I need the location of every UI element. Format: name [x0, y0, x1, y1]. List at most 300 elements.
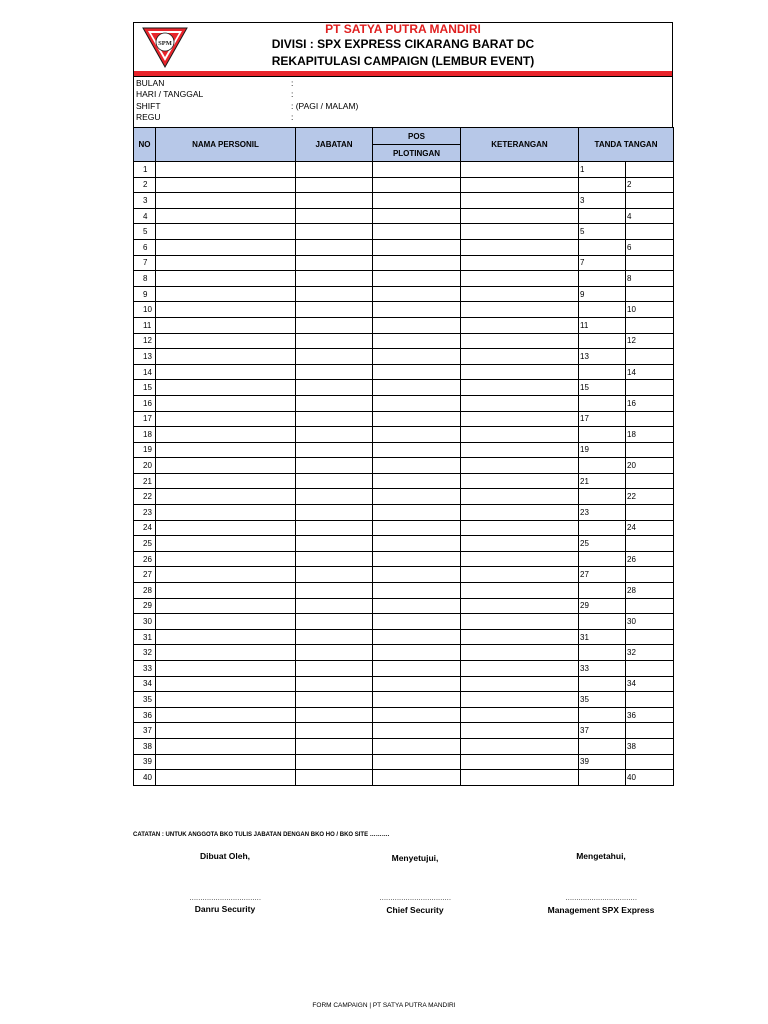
keterangan-cell[interactable]	[461, 505, 579, 521]
pos-cell[interactable]	[373, 286, 461, 302]
keterangan-cell[interactable]	[461, 224, 579, 240]
signature-cell-odd[interactable]: 35	[579, 692, 626, 708]
keterangan-cell[interactable]	[461, 551, 579, 567]
pos-cell[interactable]	[373, 442, 461, 458]
table-row	[134, 286, 674, 302]
hari-field[interactable]: :	[291, 89, 294, 99]
signature-cell-even[interactable]: 36	[626, 707, 674, 723]
jabatan-cell[interactable]	[296, 271, 373, 287]
pos-cell[interactable]	[373, 583, 461, 599]
pos-cell[interactable]	[373, 162, 461, 178]
pos-cell[interactable]	[373, 427, 461, 443]
jabatan-cell[interactable]	[296, 317, 373, 333]
signature-cell-even[interactable]: 2	[626, 177, 674, 193]
keterangan-cell[interactable]	[461, 442, 579, 458]
keterangan-cell[interactable]	[461, 302, 579, 318]
signature-cell-even[interactable]	[626, 224, 674, 240]
nama-cell[interactable]	[156, 458, 296, 474]
row-number: 36	[134, 707, 156, 723]
table-row	[134, 676, 674, 692]
row-number: 5	[134, 224, 156, 240]
nama-cell[interactable]	[156, 723, 296, 739]
signature-cell-even[interactable]	[626, 317, 674, 333]
row-number: 16	[134, 395, 156, 411]
signature-cell-even[interactable]	[626, 536, 674, 552]
signature-cell-odd[interactable]: 31	[579, 629, 626, 645]
table-row	[134, 629, 674, 645]
signature-cell-odd[interactable]: 29	[579, 598, 626, 614]
jabatan-cell[interactable]	[296, 286, 373, 302]
info-section	[133, 76, 673, 127]
signature-cell-even[interactable]: 32	[626, 645, 674, 661]
keterangan-cell[interactable]	[461, 177, 579, 193]
nama-cell[interactable]	[156, 536, 296, 552]
pos-cell[interactable]	[373, 505, 461, 521]
table-row	[134, 442, 674, 458]
signature-cell-even[interactable]	[626, 349, 674, 365]
nama-cell[interactable]	[156, 333, 296, 349]
nama-cell[interactable]	[156, 208, 296, 224]
signature-cell-odd[interactable]	[579, 177, 626, 193]
signature-cell-even[interactable]	[626, 411, 674, 427]
signature-cell-even[interactable]	[626, 661, 674, 677]
pos-cell[interactable]	[373, 520, 461, 536]
row-number: 26	[134, 551, 156, 567]
jabatan-cell[interactable]	[296, 224, 373, 240]
pos-cell[interactable]	[373, 676, 461, 692]
table-row	[134, 208, 674, 224]
row-number: 11	[134, 317, 156, 333]
personnel-rows	[134, 162, 674, 786]
pos-cell[interactable]	[373, 567, 461, 583]
pos-cell[interactable]	[373, 458, 461, 474]
nama-cell[interactable]	[156, 473, 296, 489]
signature-cell-odd[interactable]	[579, 302, 626, 318]
row-number: 35	[134, 692, 156, 708]
signature-cell-odd[interactable]: 19	[579, 442, 626, 458]
signature-cell-even[interactable]: 34	[626, 676, 674, 692]
signature-cell-odd[interactable]: 5	[579, 224, 626, 240]
signature-cell-even[interactable]: 28	[626, 583, 674, 599]
nama-cell[interactable]	[156, 598, 296, 614]
keterangan-cell[interactable]	[461, 629, 579, 645]
signature-cell-even[interactable]: 26	[626, 551, 674, 567]
row-number: 22	[134, 489, 156, 505]
keterangan-cell[interactable]	[461, 614, 579, 630]
keterangan-cell[interactable]	[461, 536, 579, 552]
nama-cell[interactable]	[156, 302, 296, 318]
keterangan-cell[interactable]	[461, 723, 579, 739]
pos-cell[interactable]	[373, 177, 461, 193]
danru-signature-line: ……………………………	[189, 895, 261, 902]
signature-cell-even[interactable]	[626, 567, 674, 583]
table-row	[134, 754, 674, 770]
regu-field[interactable]: :	[291, 112, 294, 122]
nama-cell[interactable]	[156, 286, 296, 302]
jabatan-cell[interactable]	[296, 162, 373, 178]
nama-cell[interactable]	[156, 567, 296, 583]
signature-cell-even[interactable]	[626, 193, 674, 209]
jabatan-cell[interactable]	[296, 520, 373, 536]
signature-cell-even[interactable]	[626, 723, 674, 739]
signature-cell-odd[interactable]: 33	[579, 661, 626, 677]
signature-cell-even[interactable]	[626, 505, 674, 521]
jabatan-cell[interactable]	[296, 505, 373, 521]
nama-cell[interactable]	[156, 224, 296, 240]
jabatan-cell[interactable]	[296, 473, 373, 489]
jabatan-cell[interactable]	[296, 411, 373, 427]
nama-cell[interactable]	[156, 505, 296, 521]
jabatan-cell[interactable]	[296, 395, 373, 411]
jabatan-cell[interactable]	[296, 489, 373, 505]
signature-cell-odd[interactable]	[579, 239, 626, 255]
jabatan-cell[interactable]	[296, 239, 373, 255]
signature-cell-even[interactable]: 18	[626, 427, 674, 443]
col-keterangan: KETERANGAN	[461, 128, 579, 162]
jabatan-cell[interactable]	[296, 442, 373, 458]
row-number: 10	[134, 302, 156, 318]
pos-cell[interactable]	[373, 536, 461, 552]
keterangan-cell[interactable]	[461, 754, 579, 770]
table-row	[134, 567, 674, 583]
signature-cell-even[interactable]	[626, 380, 674, 396]
keterangan-cell[interactable]	[461, 162, 579, 178]
signature-cell-odd[interactable]	[579, 333, 626, 349]
signature-cell-even[interactable]	[626, 473, 674, 489]
hari-label: HARI / TANGGAL	[136, 89, 204, 99]
signature-cell-odd[interactable]	[579, 645, 626, 661]
signature-cell-even[interactable]	[626, 629, 674, 645]
signature-cell-odd[interactable]	[579, 707, 626, 723]
signature-cell-odd[interactable]: 27	[579, 567, 626, 583]
table-row	[134, 349, 674, 365]
row-number: 21	[134, 473, 156, 489]
row-number: 1	[134, 162, 156, 178]
menyetujui-label: Menyetujui,	[391, 853, 439, 863]
signature-cell-odd[interactable]: 23	[579, 505, 626, 521]
jabatan-cell[interactable]	[296, 380, 373, 396]
signature-cell-even[interactable]: 6	[626, 239, 674, 255]
pos-cell[interactable]	[373, 645, 461, 661]
table-row	[134, 489, 674, 505]
pos-cell[interactable]	[373, 349, 461, 365]
keterangan-cell[interactable]	[461, 770, 579, 786]
col-pos: POS	[373, 128, 461, 145]
jabatan-cell[interactable]	[296, 754, 373, 770]
keterangan-cell[interactable]	[461, 645, 579, 661]
signature-cell-even[interactable]: 24	[626, 520, 674, 536]
signature-cell-odd[interactable]: 11	[579, 317, 626, 333]
nama-cell[interactable]	[156, 193, 296, 209]
signature-cell-odd[interactable]	[579, 551, 626, 567]
pos-cell[interactable]	[373, 364, 461, 380]
signature-cell-even[interactable]	[626, 692, 674, 708]
keterangan-cell[interactable]	[461, 208, 579, 224]
signature-cell-even[interactable]: 8	[626, 271, 674, 287]
keterangan-cell[interactable]	[461, 286, 579, 302]
nama-cell[interactable]	[156, 255, 296, 271]
signature-cell-odd[interactable]	[579, 271, 626, 287]
shift-label: SHIFT	[136, 101, 161, 111]
row-number: 28	[134, 583, 156, 599]
signature-cell-odd[interactable]	[579, 208, 626, 224]
signature-cell-odd[interactable]: 39	[579, 754, 626, 770]
signature-cell-even[interactable]: 30	[626, 614, 674, 630]
nama-cell[interactable]	[156, 583, 296, 599]
dibuat-oleh-label: Dibuat Oleh,	[199, 851, 251, 861]
keterangan-cell[interactable]	[461, 395, 579, 411]
jabatan-cell[interactable]	[296, 707, 373, 723]
svg-text:SPM: SPM	[158, 40, 172, 47]
keterangan-cell[interactable]	[461, 317, 579, 333]
row-number: 7	[134, 255, 156, 271]
signature-cell-odd[interactable]	[579, 520, 626, 536]
signature-cell-even[interactable]: 14	[626, 364, 674, 380]
danru-security-name: Danru Security	[194, 904, 256, 914]
pos-cell[interactable]	[373, 395, 461, 411]
table-row	[134, 364, 674, 380]
pos-cell[interactable]	[373, 208, 461, 224]
keterangan-cell[interactable]	[461, 271, 579, 287]
jabatan-cell[interactable]	[296, 177, 373, 193]
pos-cell[interactable]	[373, 770, 461, 786]
jabatan-cell[interactable]	[296, 629, 373, 645]
signature-cell-odd[interactable]: 25	[579, 536, 626, 552]
keterangan-cell[interactable]	[461, 692, 579, 708]
keterangan-cell[interactable]	[461, 707, 579, 723]
table-row	[134, 193, 674, 209]
jabatan-cell[interactable]	[296, 193, 373, 209]
jabatan-cell[interactable]	[296, 458, 373, 474]
row-number: 3	[134, 193, 156, 209]
pos-cell[interactable]	[373, 302, 461, 318]
jabatan-cell[interactable]	[296, 661, 373, 677]
nama-cell[interactable]	[156, 411, 296, 427]
signature-cell-odd[interactable]: 9	[579, 286, 626, 302]
jabatan-cell[interactable]	[296, 614, 373, 630]
pos-cell[interactable]	[373, 707, 461, 723]
keterangan-cell[interactable]	[461, 458, 579, 474]
pos-cell[interactable]	[373, 489, 461, 505]
keterangan-cell[interactable]	[461, 364, 579, 380]
signature-cell-odd[interactable]	[579, 676, 626, 692]
row-number: 31	[134, 629, 156, 645]
jabatan-cell[interactable]	[296, 738, 373, 754]
table-row	[134, 239, 674, 255]
row-number: 40	[134, 770, 156, 786]
signature-cell-even[interactable]: 12	[626, 333, 674, 349]
nama-cell[interactable]	[156, 489, 296, 505]
table-row	[134, 707, 674, 723]
row-number: 15	[134, 380, 156, 396]
keterangan-cell[interactable]	[461, 333, 579, 349]
jabatan-cell[interactable]	[296, 723, 373, 739]
nama-cell[interactable]	[156, 520, 296, 536]
nama-cell[interactable]	[156, 661, 296, 677]
jabatan-cell[interactable]	[296, 676, 373, 692]
nama-cell[interactable]	[156, 692, 296, 708]
nama-cell[interactable]	[156, 162, 296, 178]
signature-cell-odd[interactable]: 17	[579, 411, 626, 427]
jabatan-cell[interactable]	[296, 770, 373, 786]
keterangan-cell[interactable]	[461, 380, 579, 396]
nama-cell[interactable]	[156, 614, 296, 630]
nama-cell[interactable]	[156, 645, 296, 661]
row-number: 8	[134, 271, 156, 287]
table-row	[134, 302, 674, 318]
col-nama-personil: NAMA PERSONIL	[156, 128, 296, 162]
signature-cell-odd[interactable]	[579, 364, 626, 380]
signature-cell-odd[interactable]: 37	[579, 723, 626, 739]
management-signature-line: ……………………………	[565, 895, 637, 902]
keterangan-cell[interactable]	[461, 239, 579, 255]
jabatan-cell[interactable]	[296, 427, 373, 443]
nama-cell[interactable]	[156, 754, 296, 770]
pos-cell[interactable]	[373, 692, 461, 708]
pos-cell[interactable]	[373, 271, 461, 287]
keterangan-cell[interactable]	[461, 489, 579, 505]
jabatan-cell[interactable]	[296, 333, 373, 349]
col-no: NO	[134, 128, 156, 162]
jabatan-cell[interactable]	[296, 598, 373, 614]
signature-cell-odd[interactable]	[579, 489, 626, 505]
signature-cell-even[interactable]	[626, 162, 674, 178]
pos-cell[interactable]	[373, 333, 461, 349]
keterangan-cell[interactable]	[461, 567, 579, 583]
signature-cell-odd[interactable]: 21	[579, 473, 626, 489]
jabatan-cell[interactable]	[296, 364, 373, 380]
jabatan-cell[interactable]	[296, 583, 373, 599]
nama-cell[interactable]	[156, 364, 296, 380]
nama-cell[interactable]	[156, 349, 296, 365]
signature-cell-odd[interactable]: 15	[579, 380, 626, 396]
signature-cell-even[interactable]	[626, 754, 674, 770]
keterangan-cell[interactable]	[461, 583, 579, 599]
keterangan-cell[interactable]	[461, 427, 579, 443]
row-number: 2	[134, 177, 156, 193]
nama-cell[interactable]	[156, 738, 296, 754]
signature-cell-odd[interactable]	[579, 614, 626, 630]
keterangan-cell[interactable]	[461, 473, 579, 489]
jabatan-cell[interactable]	[296, 645, 373, 661]
nama-cell[interactable]	[156, 676, 296, 692]
pos-cell[interactable]	[373, 661, 461, 677]
pos-cell[interactable]	[373, 551, 461, 567]
row-number: 4	[134, 208, 156, 224]
pos-cell[interactable]	[373, 738, 461, 754]
signature-cell-odd[interactable]	[579, 583, 626, 599]
signature-cell-even[interactable]	[626, 255, 674, 271]
row-number: 33	[134, 661, 156, 677]
nama-cell[interactable]	[156, 442, 296, 458]
row-number: 30	[134, 614, 156, 630]
signature-cell-odd[interactable]: 3	[579, 193, 626, 209]
jabatan-cell[interactable]	[296, 692, 373, 708]
jabatan-cell[interactable]	[296, 551, 373, 567]
keterangan-cell[interactable]	[461, 661, 579, 677]
signature-cell-even[interactable]: 40	[626, 770, 674, 786]
pos-cell[interactable]	[373, 255, 461, 271]
bulan-label: BULAN	[136, 78, 165, 88]
signature-cell-even[interactable]: 16	[626, 395, 674, 411]
pos-cell[interactable]	[373, 473, 461, 489]
nama-cell[interactable]	[156, 707, 296, 723]
pos-cell[interactable]	[373, 754, 461, 770]
pos-cell[interactable]	[373, 317, 461, 333]
signature-cell-odd[interactable]: 13	[579, 349, 626, 365]
keterangan-cell[interactable]	[461, 349, 579, 365]
pos-cell[interactable]	[373, 239, 461, 255]
signature-cell-odd[interactable]: 1	[579, 162, 626, 178]
nama-cell[interactable]	[156, 239, 296, 255]
signature-cell-even[interactable]: 10	[626, 302, 674, 318]
keterangan-cell[interactable]	[461, 598, 579, 614]
nama-cell[interactable]	[156, 427, 296, 443]
pos-cell[interactable]	[373, 380, 461, 396]
keterangan-cell[interactable]	[461, 411, 579, 427]
chief-security-name: Chief Security	[386, 905, 444, 915]
keterangan-cell[interactable]	[461, 193, 579, 209]
signature-cell-odd[interactable]	[579, 738, 626, 754]
jabatan-cell[interactable]	[296, 349, 373, 365]
row-number: 6	[134, 239, 156, 255]
pos-cell[interactable]	[373, 598, 461, 614]
pos-cell[interactable]	[373, 614, 461, 630]
signature-cell-odd[interactable]	[579, 427, 626, 443]
pos-cell[interactable]	[373, 411, 461, 427]
pos-cell[interactable]	[373, 193, 461, 209]
nama-cell[interactable]	[156, 770, 296, 786]
bulan-field[interactable]: :	[291, 78, 294, 88]
jabatan-cell[interactable]	[296, 567, 373, 583]
signature-cell-odd[interactable]	[579, 458, 626, 474]
shift-field[interactable]: : (PAGI / MALAM)	[291, 101, 359, 111]
row-number: 37	[134, 723, 156, 739]
signature-cell-even[interactable]	[626, 286, 674, 302]
pos-cell[interactable]	[373, 224, 461, 240]
nama-cell[interactable]	[156, 380, 296, 396]
pos-cell[interactable]	[373, 629, 461, 645]
signature-cell-odd[interactable]	[579, 395, 626, 411]
keterangan-cell[interactable]	[461, 520, 579, 536]
nama-cell[interactable]	[156, 551, 296, 567]
signature-cell-odd[interactable]: 7	[579, 255, 626, 271]
nama-cell[interactable]	[156, 629, 296, 645]
jabatan-cell[interactable]	[296, 208, 373, 224]
row-number: 27	[134, 567, 156, 583]
nama-cell[interactable]	[156, 317, 296, 333]
signature-cell-even[interactable]: 4	[626, 208, 674, 224]
signature-cell-even[interactable]: 20	[626, 458, 674, 474]
nama-cell[interactable]	[156, 271, 296, 287]
signature-cell-even[interactable]: 38	[626, 738, 674, 754]
nama-cell[interactable]	[156, 395, 296, 411]
keterangan-cell[interactable]	[461, 738, 579, 754]
table-row	[134, 162, 674, 178]
keterangan-cell[interactable]	[461, 676, 579, 692]
table-row	[134, 598, 674, 614]
jabatan-cell[interactable]	[296, 255, 373, 271]
jabatan-cell[interactable]	[296, 536, 373, 552]
keterangan-cell[interactable]	[461, 255, 579, 271]
signature-cell-even[interactable]	[626, 598, 674, 614]
pos-cell[interactable]	[373, 723, 461, 739]
signature-cell-odd[interactable]	[579, 770, 626, 786]
signature-cell-even[interactable]	[626, 442, 674, 458]
jabatan-cell[interactable]	[296, 302, 373, 318]
signature-cell-even[interactable]: 22	[626, 489, 674, 505]
nama-cell[interactable]	[156, 177, 296, 193]
